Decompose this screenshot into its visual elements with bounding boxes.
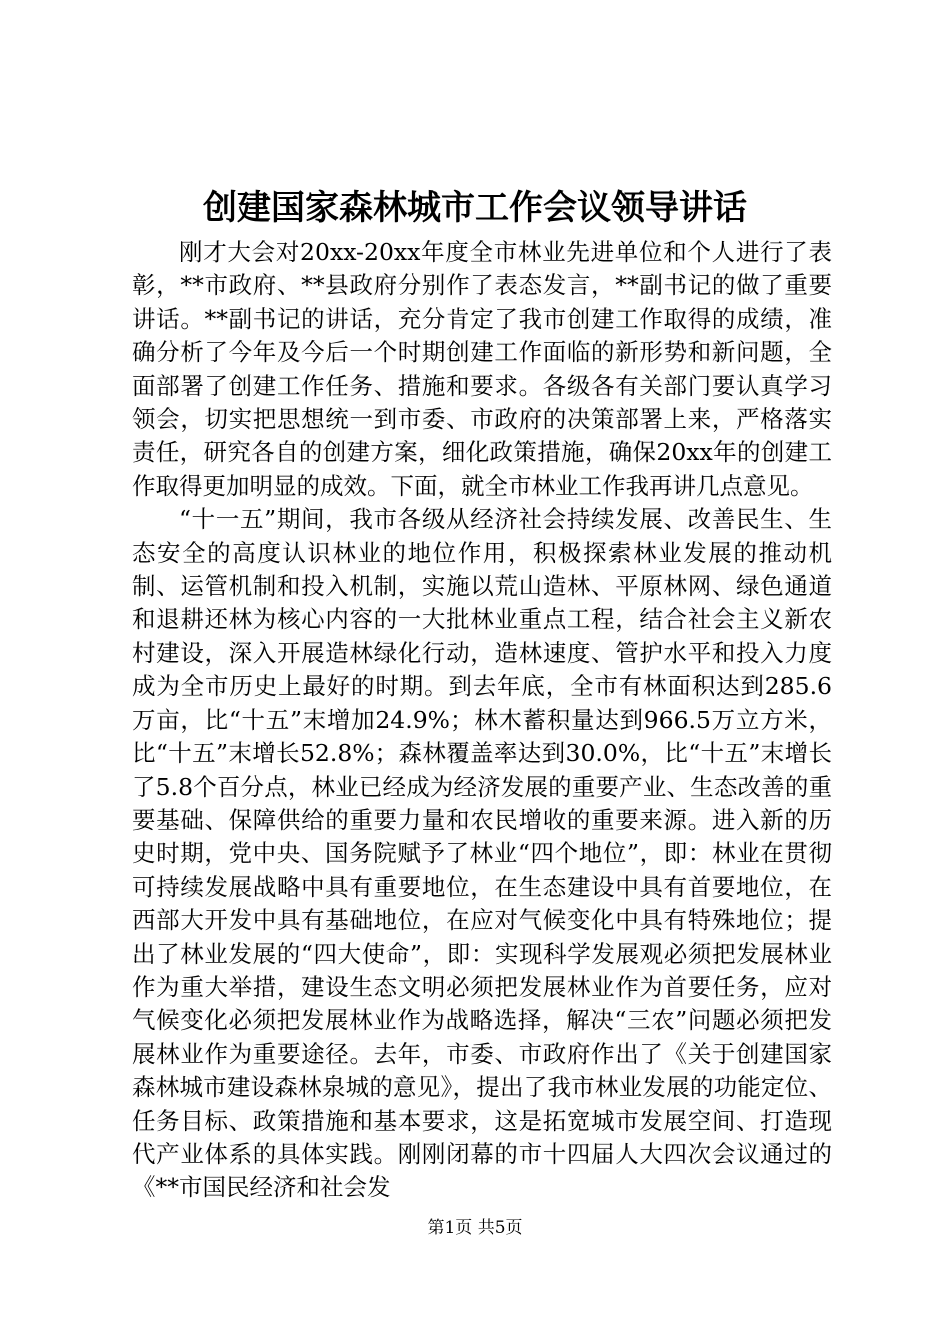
- document-body: [132, 236, 832, 1205]
- paragraph-2: “十一五”期间，我市各级从经济社会持续发展、改善民生、生态安全的高度认识林业的地位作用，积极探索林业发展的推动机制、运管机制和投入机制，实施以荒山造林、平原林网、绿色通道和退耕还林为核心内容的一大批林业重点工程，结合社会主义新农村建设，深入开展造林绿化行动，造林速度、管护水平和投入力度成为全市历史上最好的时期。到去年底，全市有林面积达到285.6万亩，比“十五”末增加24.9%；林木蓄积量达到966.5万立方米，比“十五”末增长52.8%；森林覆盖率达到30.0%，比“十五”末增长了5.8个百分点，林业已经成为经济发展的重要产业、生态改善的重要基础、保障供给的重要力量和农民增收的重要来源。进入新的历史时期，党中央、国务院赋予了林业“四个地位”，即：林业在贯彻可持续发展战略中具有重要地位，在生态建设中具有首要地位，在西部大开发中具有基础地位，在应对气候变化中具有特殊地位；提出了林业发展的“四大使命”，即：实现科学发展观必须把发展林业作为重大举措，建设生态文明必须把发展林业作为首要任务，应对气候变化必须把发展林业作为战略选择，解决“三农”问题必须把发展林业作为重要途径。去年，市委、市政府作出了《关于创建国家森林城市建设森林泉城的意见》，提出了我市林业发展的功能定位、任务目标、政策措施和基本要求，这是拓宽城市发展空间、打造现代产业体系的具体实践。刚刚闭幕的市十四届人大四次会议通过的《**市国民经济和社会发: [132, 505, 832, 1202]
- paragraph-1: 刚才大会对20xx-20xx年度全市林业先进单位和个人进行了表彰，**市政府、**县政府分别作了表态发言，**副书记的做了重要讲话。**副书记的讲话，充分肯定了我市创建工作取得的成绩，准确分析了今年及今后一个时期创建工作面临的新形势和新问题，全面部署了创建工作任务、措施和要求。各级各有关部门要认真学习领会，切实把思想统一到市委、市政府的决策部署上来，严格落实责任，研究各自的创建方案，细化政策措施，确保20xx年的创建工作取得更加明显的成效。下面，就全市林业工作我再讲几点意见。: [132, 238, 832, 500]
- document-title: 创建国家森林城市工作会议领导讲话: [203, 188, 747, 228]
- page-number-footer: 第1页 共5页: [427, 1218, 523, 1238]
